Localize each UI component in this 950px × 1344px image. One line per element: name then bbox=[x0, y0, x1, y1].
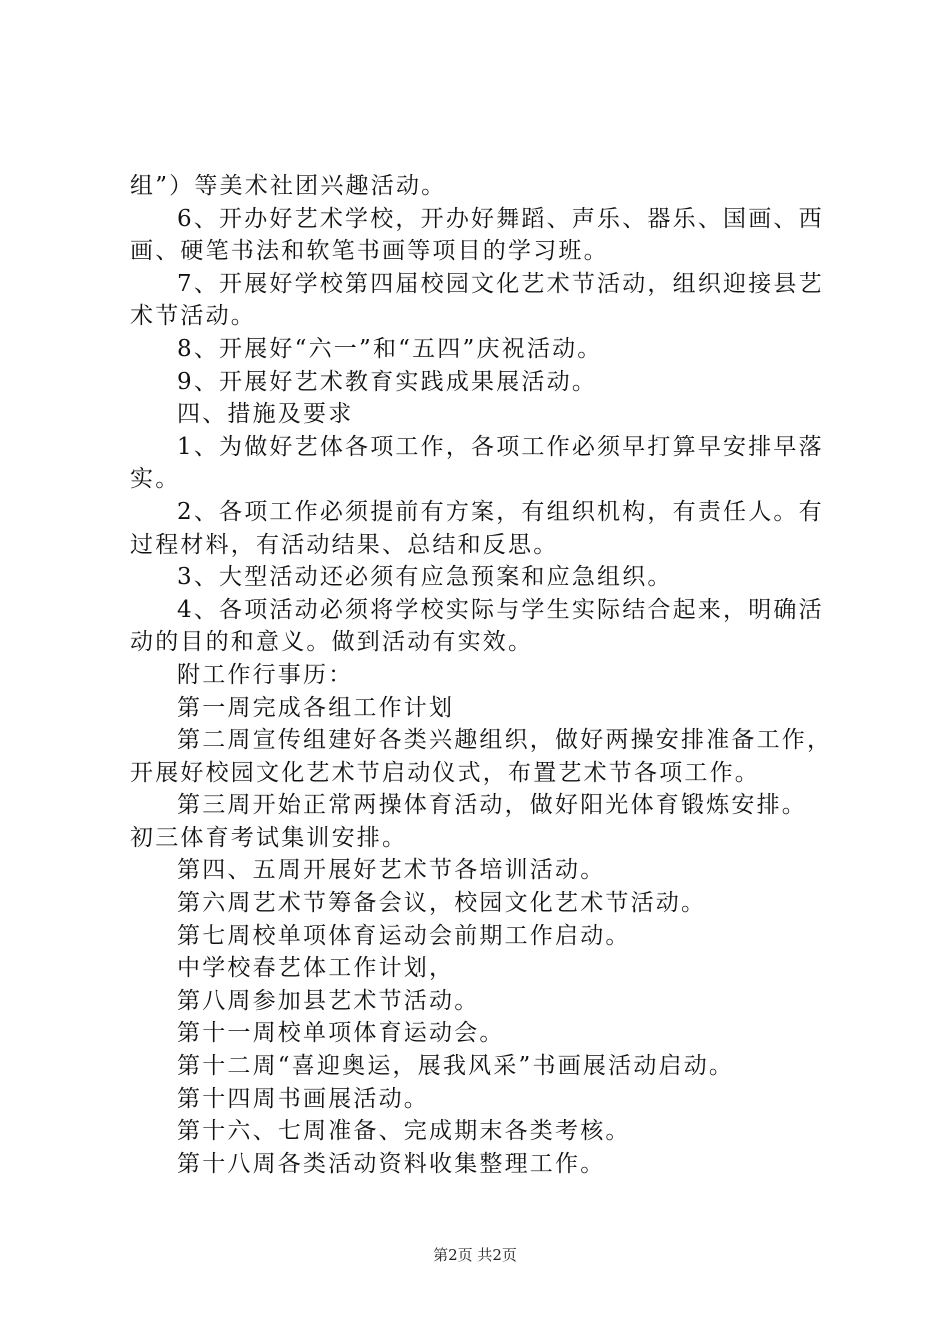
text-line: 第七周校单项体育运动会前期工作启动。 bbox=[177, 922, 631, 949]
text-line: 4、各项活动必须将学校实际与学生实际结合起来，明确活 bbox=[177, 596, 824, 623]
text-line: 第十二周“喜迎奥运，展我风采”书画展活动启动。 bbox=[177, 1053, 735, 1080]
text-line: 初三体育考试集训安排。 bbox=[130, 824, 408, 851]
text-line: 第十四周书画展活动。 bbox=[177, 1085, 429, 1112]
text-line: 3、大型活动还必须有应急预案和应急组织。 bbox=[177, 564, 673, 591]
text-line: 组”）等美术社团兴趣活动。 bbox=[130, 173, 447, 199]
text-line: 第八周参加县艺术节活动。 bbox=[177, 987, 480, 1014]
document-body bbox=[130, 170, 833, 1180]
page-footer: 第2页 共2页 bbox=[433, 1246, 517, 1264]
text-line: 6、开办好艺术学校，开办好舞蹈、声乐、器乐、国画、西 bbox=[177, 205, 824, 232]
text-line: 第十六、七周准备、完成期末各类考核。 bbox=[177, 1118, 631, 1145]
text-line: 第一周完成各组工作计划 bbox=[177, 694, 455, 721]
text-line: 开展好校园文化艺术节启动仪式，布置艺术节各项工作。 bbox=[130, 759, 760, 786]
text-line: 附工作行事历： bbox=[177, 661, 354, 688]
text-line: 第六周艺术节筹备会议，校园文化艺术节活动。 bbox=[177, 890, 707, 917]
text-line: 第四、五周开展好艺术节各培训活动。 bbox=[177, 857, 606, 884]
text-line: 动的目的和意义。做到活动有实效。 bbox=[130, 629, 534, 656]
text-line: 第十一周校单项体育运动会。 bbox=[177, 1020, 505, 1047]
text-line: 中学校春艺体工作计划， bbox=[177, 955, 455, 982]
text-line: 术节活动。 bbox=[130, 303, 256, 330]
text-line: 9、开展好艺术教育实践成果展活动。 bbox=[177, 368, 598, 395]
text-line: 1、为做好艺体各项工作，各项工作必须早打算早安排早落 bbox=[177, 433, 824, 460]
text-line: 过程材料，有活动结果、总结和反思。 bbox=[130, 531, 559, 558]
text-line: 第二周宣传组建好各类兴趣组织，做好两操安排准备工作， bbox=[177, 727, 833, 754]
text-line: 2、各项工作必须提前有方案，有组织机构，有责任人。有 bbox=[177, 498, 824, 525]
text-line: 四、措施及要求 bbox=[177, 401, 354, 428]
text-line: 画、硬笔书法和软笔书画等项目的学习班。 bbox=[130, 238, 609, 265]
text-line: 第三周开始正常两操体育活动，做好阳光体育锻炼安排。 bbox=[177, 792, 807, 819]
text-line: 8、开展好“六一”和“五四”庆祝活动。 bbox=[177, 335, 603, 362]
text-line: 实。 bbox=[130, 466, 181, 493]
text-line: 第十八周各类活动资料收集整理工作。 bbox=[177, 1150, 606, 1177]
text-line: 7、开展好学校第四届校园文化艺术节活动，组织迎接县艺 bbox=[177, 270, 824, 297]
